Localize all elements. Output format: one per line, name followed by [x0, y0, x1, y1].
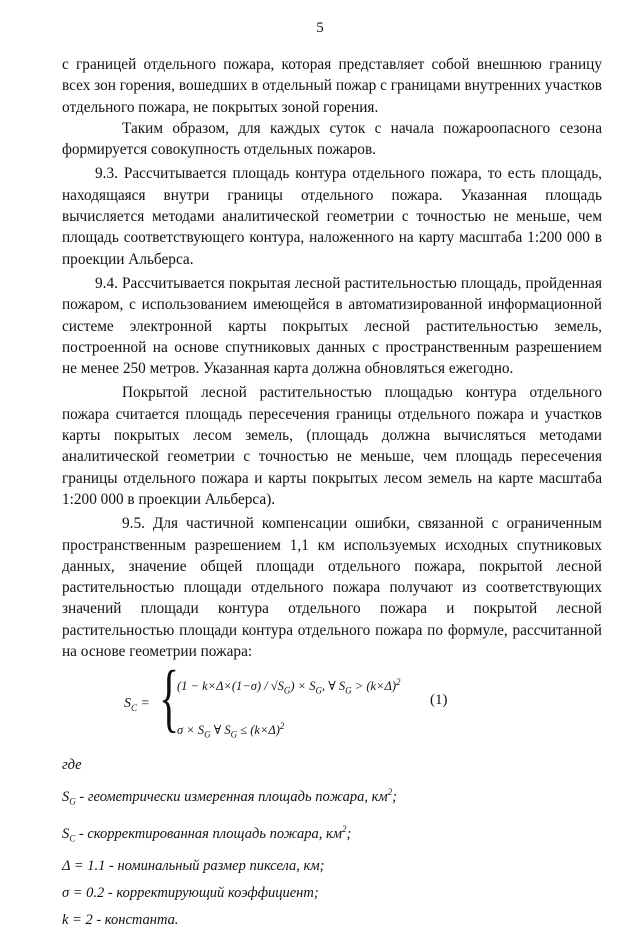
paragraph-9-4: 9.4. Рассчитывается покрытая лесной растительностью площадь, пройденная пожаром, с использованием имеющейся в автоматизированной информационной системе электронной карты покрытых лесной растительностью земель, построенной на основе спутниковых данных с пространственным разрешением не менее 250 метров. Указанная карта должна обновляться ежегодно. [62, 274, 602, 378]
formula-number: (1) [430, 692, 448, 709]
formula-brace: { [159, 656, 180, 741]
legend-sigma: σ = 0.2 - корректирующий коэффициент; [62, 884, 319, 901]
page-number: 5 [316, 20, 324, 36]
formula-block [62, 656, 602, 744]
formula-case-1: $(1 - k\times\Delta\times(1-\sigma) / √S_G) \times S_G$, ∀ $S_G > (k\times\Delta)^2$ [177, 677, 401, 696]
legend-k: k = 2 - константа. [62, 911, 179, 928]
formula-legend [62, 756, 602, 928]
paragraph-fire-boundary: с границей отдельного пожара, которая представляет собой внешнюю границу всех зон горения, вошедших в отдельный пожар с границами внутренних участков отдельного пожара, не покрытых зоной горения. [62, 56, 602, 116]
document-body [62, 54, 602, 938]
paragraph-daily-fires: Таким образом, для каждых суток с начала пожароопасного сезона формируется совокупность отдельных пожаров. [62, 119, 602, 159]
paragraph-forest-area: Покрытой лесной растительностью площадью контура отдельного пожара считается площадь пересечения границы отдельного пожара и участков карты покрытых лесом земель, (площадь должна вычисляться методами аналитической геометрии с точностью не меньше, чем площадь пересечения границы отдельного пожара и карты покрытых лесом земель на карте масштаба 1:200 000 в проекции Альберса). [62, 384, 602, 508]
formula-case-2: $\sigma \times S_G$ ∀ $S_G \le (k\times\Delta)^2$ [177, 721, 285, 740]
formula-lhs: $S_C$ = [124, 696, 150, 714]
legend-sc: $S_C$ - скорректированная площадь пожара, $км^2$; [62, 824, 352, 844]
legend-delta: Δ = 1.1 - номинальный размер пиксела, км; [62, 857, 325, 874]
legend-sg: $S_G$ - геометрически измеренная площадь пожара, $км^2$; [62, 787, 398, 808]
legend-where: где [62, 757, 82, 774]
paragraph-9-3: 9.3. Рассчитывается площадь контура отдельного пожара, то есть площадь, находящаяся внутри границы отдельного пожара. Указанная площадь вычисляется методами аналитической геометрии с точностью не меньше, чем площадь соответствующего контура, наложенного на карту масштаба 1:200 000 в проекции Альберса. [62, 165, 602, 268]
paragraph-9-5: 9.5. Для частичной компенсации ошибки, связанной с ограниченным пространственным разрешением 1,1 км используемых исходных спутниковых данных, значение общей площади отдельного пожара, покрытой лесной растительностью площади отдельного пожара получают из соответствующих значений площади контура отдельного пожара и покрытой лесной растительностью площади контура отдельного пожара по формуле, рассчитанной на основе геометрии пожара: [62, 515, 602, 661]
